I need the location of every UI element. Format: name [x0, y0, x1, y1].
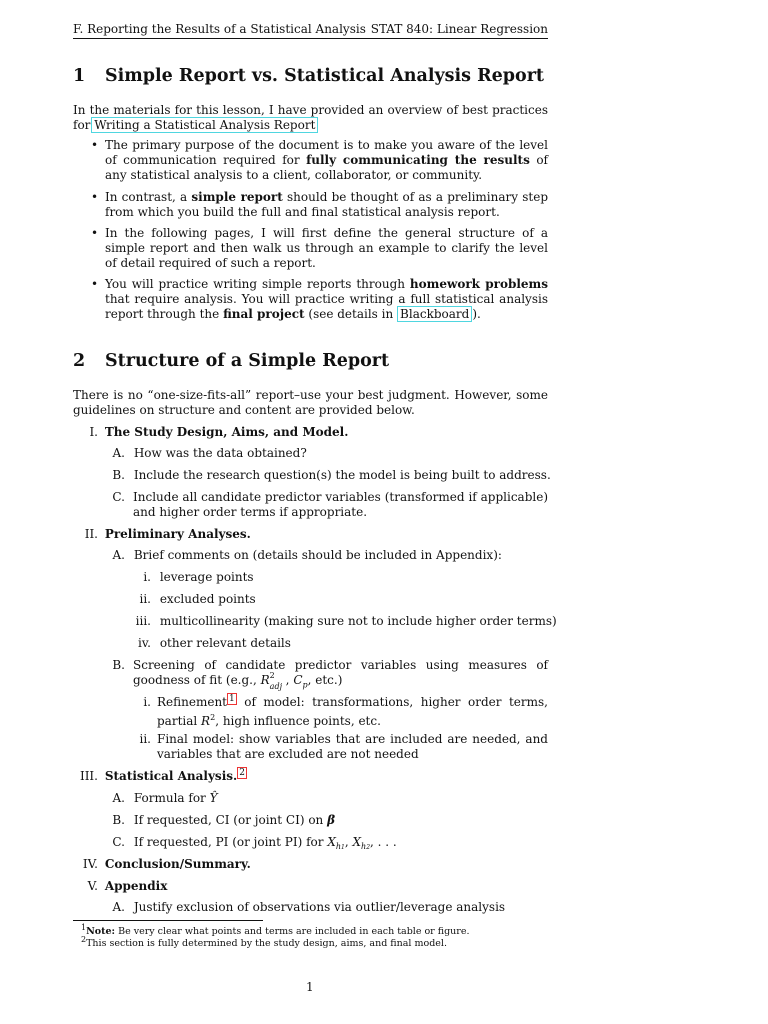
section-1-intro-text: In the materials for this lesson, I have provided an overview of best practices for: [73, 103, 548, 132]
outline-item-IIIB: [101, 813, 335, 828]
outline-text: Final model: show variables that are included are needed, and variables that are excluded are not needed: [157, 732, 548, 761]
math-scripts: [269, 671, 286, 691]
section-2-heading: [73, 351, 389, 371]
outline-text: excluded points: [159, 592, 256, 606]
outline-label: C.: [112, 490, 125, 504]
section-2-title: Structure of a Simple Report: [105, 351, 390, 371]
bullet-text: of any statistical analysis to a client, collaborator, or community.: [105, 153, 548, 182]
outline-item-III: [73, 769, 247, 784]
math-r: R: [260, 673, 270, 687]
outline-item-IIAii: [125, 592, 256, 607]
outline-text: multicollinearity (making sure not to include higher order terms): [159, 614, 557, 628]
outline-text: Include the research question(s) the model is being built to address.: [133, 468, 551, 482]
outline-text: Formula for: [133, 791, 210, 805]
outline-item-IIA: [101, 548, 502, 563]
outline-text: Brief comments on (details should be included in Appendix):: [133, 548, 502, 562]
outline-title: Statistical Analysis.: [104, 769, 238, 783]
bullet-bold: simple report: [191, 190, 283, 204]
footnote-2-link[interactable]: 2: [239, 768, 245, 778]
outline-text: How was the data obtained?: [133, 446, 307, 460]
math-subsub: 2: [366, 844, 371, 852]
bullet-text: should be thought of as a preliminary step from which you build the full and final statistical analysis report.: [105, 190, 549, 219]
outline-text-part: Refinement: [157, 695, 228, 709]
footnote-mark: 2: [81, 935, 87, 944]
footnote-bold: Note:: [86, 926, 116, 938]
outline-item-IIAi: [125, 570, 254, 585]
outline-text: If requested, PI (or joint PI) for: [133, 835, 328, 849]
outline-label: B.: [112, 658, 125, 672]
outline-label: ii.: [139, 592, 151, 606]
bullet-item: [91, 226, 548, 271]
bullet-item: [91, 138, 548, 183]
outline-item-VA: [101, 900, 505, 915]
bullet-item: [91, 190, 549, 220]
outline-label: A.: [112, 900, 125, 914]
outline-label: ii.: [139, 732, 151, 746]
math-x: X: [327, 835, 336, 849]
section-1-intro: [73, 103, 548, 133]
outline-label: V.: [87, 879, 98, 893]
math-c: C: [293, 673, 303, 687]
outline-label: i.: [143, 695, 151, 709]
outline-item-V: [73, 879, 167, 894]
outline-label: IV.: [82, 857, 98, 871]
bullet-item: [91, 277, 548, 322]
footnote-text: Be very clear what points and terms are included in each table or figure.: [115, 926, 470, 938]
bullet-text: that require analysis. You will practice writing a full statistical analysis report through the: [105, 292, 548, 321]
outline-item-IIAiii: [125, 614, 557, 629]
outline-title: Conclusion/Summary.: [104, 857, 251, 871]
outline-item-IIIA: [101, 791, 218, 806]
math-sub: adj: [269, 682, 283, 691]
outline-title: Preliminary Analyses.: [104, 527, 251, 541]
math-sub: h: [335, 842, 342, 852]
footnote-text: This section is fully determined by the study design, aims, and final model.: [86, 938, 447, 950]
math-beta: β: [327, 813, 336, 827]
outline-item-IB: [101, 468, 551, 483]
bullet-icon: •: [91, 138, 99, 152]
outline-text: other relevant details: [159, 636, 291, 650]
outline-label: II.: [84, 527, 98, 541]
outline-label: iv.: [137, 636, 151, 650]
bullet-text: In contrast, a: [105, 190, 192, 204]
outline-item-IIAiv: [125, 636, 291, 651]
bullet-text: In the following pages, I will first define the general structure of a simple report and then walk us through an example to clarify the level of detail required of such a report.: [105, 226, 548, 270]
outline-text-part: ,: [285, 673, 294, 687]
section-1-title: Simple Report vs. Statistical Analysis Report: [105, 66, 545, 86]
bullet-bold: homework problems: [409, 277, 548, 291]
outline-label: C.: [112, 835, 125, 849]
outline-text: [157, 695, 548, 729]
footnote-mark: 1: [81, 923, 87, 932]
bullet-icon: •: [91, 277, 99, 291]
bullet-text: The primary purpose of the document is to make you aware of the level of communication required for: [105, 138, 548, 167]
math-sup: 2: [269, 671, 275, 680]
math-sup: 2: [210, 713, 216, 722]
blackboard-link[interactable]: Blackboard: [397, 306, 472, 322]
footnote-2: [81, 934, 447, 949]
outline-item-IIIC: C. If requested, PI (or joint PI) for $X_{h1}$, $X_{h2}$, . . .: [101, 835, 397, 855]
bullet-bold: final project: [223, 307, 305, 321]
bullet-text: ).: [472, 307, 481, 321]
outline-text: If requested, CI (or joint CI) on: [133, 813, 328, 827]
running-header: [73, 18, 548, 39]
outline-label: iii.: [135, 614, 151, 628]
outline-text-part: , high influence points, etc.: [215, 714, 381, 728]
outline-label: B.: [112, 468, 125, 482]
header-right: STAT 840: Linear Regression: [370, 22, 548, 36]
outline-title: Appendix: [104, 879, 168, 893]
outline-label: A.: [112, 548, 125, 562]
outline-title: The Study Design, Aims, and Model.: [104, 425, 349, 439]
outline-item-II: [73, 527, 251, 542]
footnote-rule: [73, 920, 263, 921]
bullet-text: You will practice writing simple reports through: [105, 277, 410, 291]
header-left: F. Reporting the Results of a Statistical Analysis: [73, 22, 366, 36]
bullet-bold: fully communicating the results: [306, 153, 530, 167]
document-page: [73, 18, 557, 950]
outline-item-IA: [101, 446, 307, 461]
math-yhat: Ŷ: [209, 791, 218, 805]
outline-text-part: , . . .: [370, 835, 397, 849]
outline-text-part: of model: transformations, higher order terms, partial: [157, 695, 548, 728]
math-x: X: [352, 835, 362, 849]
outline-label: A.: [112, 791, 125, 805]
bullet-icon: •: [91, 190, 99, 204]
outline-label: B.: [112, 813, 125, 827]
footnote-1-link[interactable]: 1: [229, 694, 235, 704]
outline-label: I.: [89, 425, 98, 439]
outline-label: i.: [143, 570, 151, 584]
outline-text: Include all candidate predictor variables (transformed if applicable) and higher order terms if appropriate.: [133, 490, 548, 519]
bullet-text: (see details in: [304, 307, 398, 321]
outline-text: Justify exclusion of observations via outlier/leverage analysis: [133, 900, 506, 914]
math-r: R: [201, 714, 211, 728]
section-2-intro: There is no “one-size-fits-all” report–use your best judgment. However, some guidelines on structure and content are provided below.: [73, 388, 548, 417]
outline-text-part: , etc.): [307, 673, 343, 687]
outline-item-I: [73, 425, 348, 440]
outline-item-IV: [73, 857, 251, 872]
math-sub: h: [361, 842, 367, 852]
outline-label: III.: [79, 769, 98, 783]
bullet-icon: •: [91, 226, 99, 240]
outline-text: [133, 658, 548, 692]
outline-text: leverage points: [159, 570, 254, 584]
section-1-number: 1: [73, 66, 86, 86]
outline-label: A.: [112, 446, 125, 460]
math-sub: p: [302, 680, 308, 690]
page-number: 1: [306, 980, 314, 994]
math-subsub: 1: [341, 844, 345, 852]
outline-text-part: Screening of candidate predictor variables using measures of goodness of fit (e.g.,: [133, 658, 548, 687]
writing-report-link[interactable]: Writing a Statistical Analysis Report: [91, 117, 318, 133]
section-1-heading: [73, 66, 544, 86]
section-2-number: 2: [73, 351, 86, 371]
